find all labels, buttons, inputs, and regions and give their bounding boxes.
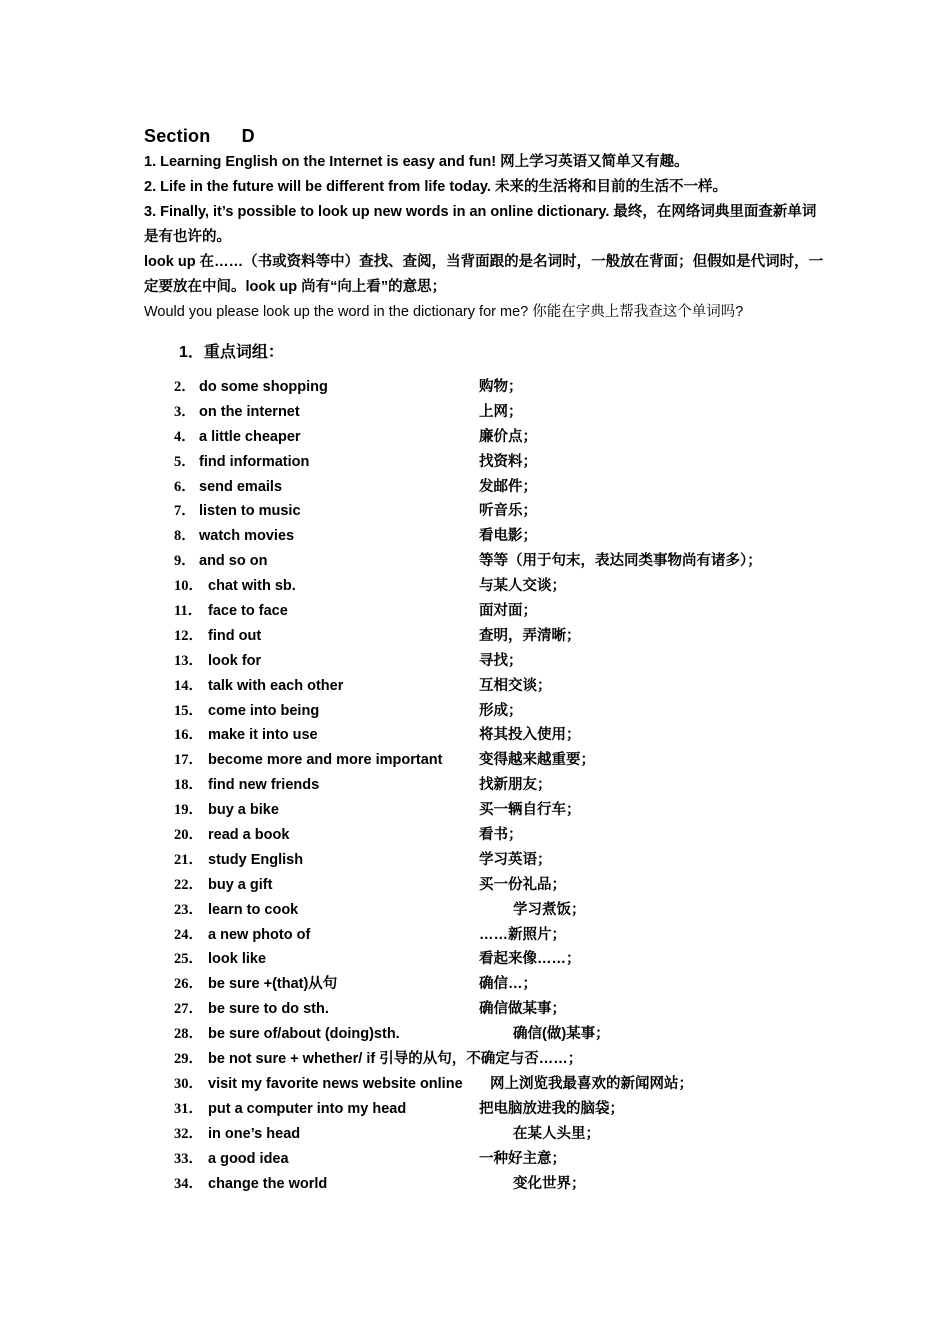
phrase-row (174, 1172, 834, 1197)
intro-sentence-1: 1. Learning English on the Internet is easy and fun! 网上学习英语又简单又有趣。 (144, 154, 689, 170)
phrase-row (174, 375, 834, 400)
phrase-chinese: 面对面； (479, 603, 537, 620)
phrase-row (174, 524, 834, 549)
phrase-english: send emails (199, 478, 283, 495)
intro-note-look-up: look up 在……（书或资料等中）查找、查阅，当背面跟的是名词时，一般放在背面；但假如是代词时，一定要放在中间。look up 尚有“向上看”的意思； (144, 254, 824, 295)
phrase-number: 2． (174, 379, 196, 395)
phrase-english: read a book (208, 827, 290, 844)
phrase-number: 30． (174, 1075, 203, 1092)
phrase-number: 17． (174, 752, 203, 769)
phrase-number: 18． (174, 777, 203, 794)
phrase-chinese: 一种好主意； (479, 1150, 566, 1167)
phrase-row (174, 1072, 834, 1097)
phrase-row (174, 624, 834, 649)
phrase-chinese: 确信…； (479, 976, 537, 993)
phrase-row (174, 923, 834, 948)
phrase-chinese: 看书； (479, 827, 523, 844)
phrase-row (174, 425, 834, 450)
phrase-chinese: 找资料； (479, 453, 537, 470)
phrase-number: 11． (174, 603, 203, 620)
phrase-chinese: 购物； (479, 379, 523, 395)
phrase-number: 16． (174, 727, 203, 744)
phrase-row (174, 947, 834, 972)
phrase-english: face to face (208, 603, 288, 620)
phrase-row (174, 972, 834, 997)
phrase-english: in one’s head (208, 1125, 301, 1142)
phrase-chinese: 看起来像……； (479, 951, 581, 968)
phrase-row (174, 1022, 834, 1047)
phrase-english: study English (208, 851, 304, 868)
phrase-chinese: 查明，弄清晰； (479, 627, 581, 644)
intro-sentence-2: 2. Life in the future will be different from life today. 未来的生活将和目前的生活不一样。 (144, 179, 727, 195)
phrase-chinese: 买一辆自行车； (479, 802, 581, 819)
phrase-chinese: 确信(做)某事； (513, 1026, 610, 1043)
phrase-number: 15． (174, 702, 203, 719)
phrase-number: 24． (174, 926, 203, 943)
phrase-row (174, 1122, 834, 1147)
phrase-chinese: 看电影； (479, 528, 537, 545)
phrase-row (174, 699, 834, 724)
phrase-row (174, 773, 834, 798)
phrase-row (174, 723, 834, 748)
phrase-chinese: 买一份礼品； (479, 876, 566, 893)
phrase-english: learn to cook (208, 901, 299, 918)
phrase-chinese: 上网； (479, 403, 523, 420)
phrase-english: change the world (208, 1175, 328, 1192)
phrase-row (174, 674, 834, 699)
phrase-number: 6． (174, 478, 196, 495)
intro-paragraphs (144, 150, 824, 325)
phrase-english: watch movies (199, 528, 295, 545)
phrase-english: become more and more important (208, 752, 443, 769)
phrase-chinese: 互相交谈； (479, 677, 552, 694)
phrase-chinese: 将其投入使用； (479, 727, 581, 744)
phrase-english: be sure +(that)从句 (208, 976, 338, 993)
phrase-number: 28． (174, 1026, 203, 1043)
phrase-english: listen to music (199, 503, 301, 520)
phrase-row (174, 1147, 834, 1172)
phrase-row (174, 823, 834, 848)
phrase-row (174, 499, 834, 524)
phrase-chinese: 找新朋友； (479, 777, 552, 794)
phrase-chinese: 变化世界； (513, 1175, 586, 1192)
phrase-english: be not sure + whether/ if 引导的从句，不确定与否……； (208, 1051, 583, 1068)
phrase-number: 19． (174, 802, 203, 819)
phrase-number: 13． (174, 652, 203, 669)
phrase-number: 26． (174, 976, 203, 993)
phrase-chinese: 寻找； (479, 652, 523, 669)
phrase-number: 21． (174, 851, 203, 868)
phrase-row (174, 549, 834, 574)
phrase-english: look for (208, 652, 262, 669)
phrase-row (174, 450, 834, 475)
phrase-english: a little cheaper (199, 428, 301, 445)
phrase-english: be sure of/about (doing)sth. (208, 1026, 400, 1043)
phrase-row (174, 599, 834, 624)
phrase-number: 9． (174, 553, 196, 570)
phrase-number: 4． (174, 428, 196, 445)
phrase-number: 10． (174, 578, 203, 595)
phrase-row (174, 1097, 834, 1122)
phrase-english: and so on (199, 553, 268, 570)
phrase-number: 8． (174, 528, 196, 545)
phrase-row (174, 848, 834, 873)
phrase-row (174, 574, 834, 599)
phrase-english: look like (208, 951, 267, 968)
phrase-english: be sure to do sth. (208, 1001, 329, 1018)
phrase-chinese: 与某人交谈； (479, 578, 566, 595)
section-title: Section D (144, 126, 255, 146)
phrase-number: 22． (174, 876, 203, 893)
phrase-row (174, 798, 834, 823)
intro-example-sentence: Would you please look up the word in the dictionary for me? 你能在字典上帮我查这个单词吗? (144, 304, 744, 320)
phrase-english: a good idea (208, 1150, 289, 1167)
phrase-row (174, 400, 834, 425)
phrase-row (174, 898, 834, 923)
phrase-english: do some shopping (199, 379, 328, 395)
phrase-chinese: 发邮件； (479, 478, 537, 495)
key-phrases-heading: 1．重点词组： (179, 344, 284, 361)
phrase-chinese: 听音乐； (479, 503, 537, 520)
phrase-english: buy a bike (208, 802, 279, 819)
phrase-english: find new friends (208, 777, 320, 794)
key-phrases-list (174, 375, 834, 1196)
phrase-number: 25． (174, 951, 203, 968)
phrase-english: talk with each other (208, 677, 344, 694)
phrase-number: 20． (174, 827, 203, 844)
phrase-english: visit my favorite news website online (208, 1075, 463, 1092)
phrase-chinese: 把电脑放进我的脑袋； (479, 1100, 624, 1117)
phrase-chinese: 学习英语； (479, 851, 552, 868)
phrase-row (174, 475, 834, 500)
phrase-chinese: 学习煮饭； (513, 901, 586, 918)
phrase-row (174, 997, 834, 1022)
phrase-chinese: 变得越来越重要； (479, 752, 595, 769)
phrase-english: find out (208, 627, 262, 644)
phrase-number: 7． (174, 503, 196, 520)
phrase-number: 14． (174, 677, 203, 694)
phrase-chinese: 形成； (479, 702, 523, 719)
phrase-english: come into being (208, 702, 320, 719)
phrase-number: 33． (174, 1150, 203, 1167)
phrase-row (174, 1047, 834, 1072)
phrase-number: 5． (174, 453, 196, 470)
phrase-row (174, 748, 834, 773)
phrase-number: 23． (174, 901, 203, 918)
intro-sentence-3: 3. Finally, it’s possible to look up new words in an online dictionary. 最终，在网络词典里面查新单词是有也许的。 (144, 204, 817, 245)
phrase-english: find information (199, 453, 310, 470)
phrase-english: put a computer into my head (208, 1100, 407, 1117)
phrase-chinese: 确信做某事； (479, 1001, 566, 1018)
phrase-english: on the internet (199, 403, 300, 420)
phrase-chinese: 在某人头里； (513, 1125, 600, 1142)
phrase-number: 32． (174, 1125, 203, 1142)
phrase-row (174, 649, 834, 674)
phrase-number: 27． (174, 1001, 203, 1018)
phrase-chinese: 廉价点； (479, 428, 537, 445)
phrase-english: a new photo of (208, 926, 311, 943)
phrase-chinese: ……新照片； (479, 926, 566, 943)
phrase-number: 34． (174, 1175, 203, 1192)
phrase-english: chat with sb. (208, 578, 296, 595)
phrase-number: 12． (174, 627, 203, 644)
phrase-english: make it into use (208, 727, 318, 744)
phrase-chinese: 等等（用于句末，表达同类事物尚有诸多）； (479, 553, 762, 570)
phrase-chinese: 网上浏览我最喜欢的新闻网站； (490, 1075, 693, 1092)
phrase-row (174, 873, 834, 898)
phrase-english: buy a gift (208, 876, 273, 893)
phrase-number: 3． (174, 403, 196, 420)
phrase-number: 29． (174, 1051, 203, 1068)
phrase-number: 31． (174, 1100, 203, 1117)
